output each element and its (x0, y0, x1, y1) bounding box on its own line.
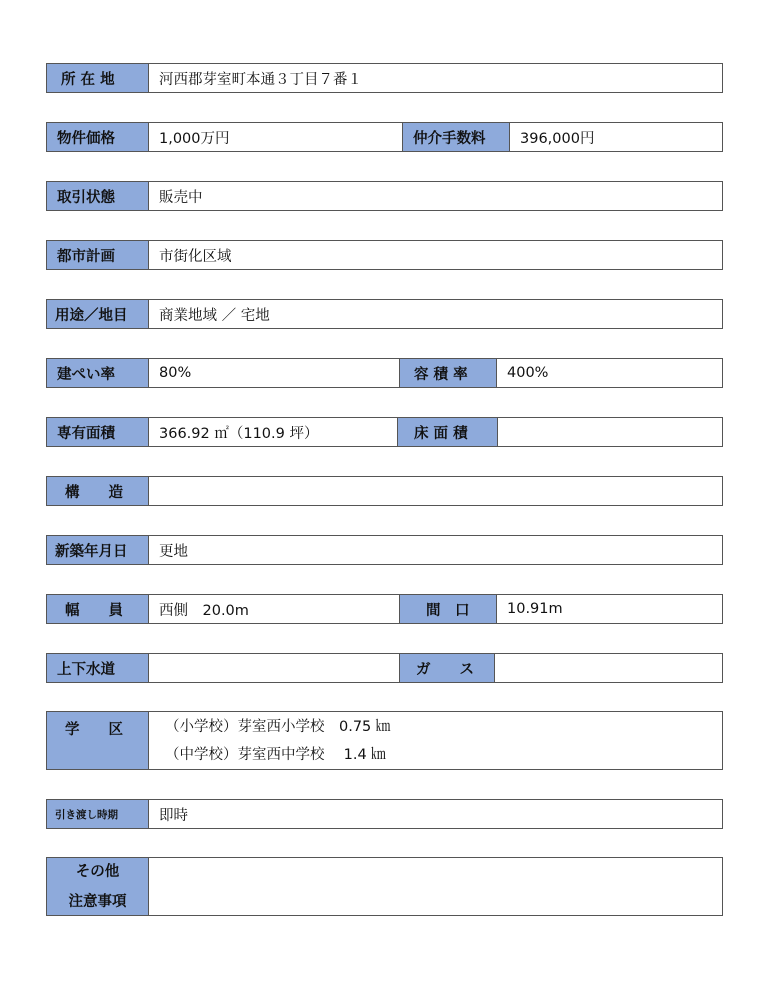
price-label: 物件価格 (47, 123, 149, 151)
built-date-row (46, 535, 723, 565)
price-row (46, 122, 723, 152)
coverage-label: 建ぺい率 (47, 359, 149, 387)
floor-ratio-label: 容 積 率 (399, 359, 497, 387)
status-row (46, 181, 723, 211)
elementary-school: （小学校）芽室西小学校 0.75 ㎞ (165, 718, 391, 735)
area-row (46, 417, 723, 447)
commission-value: 396,000円 (520, 130, 595, 147)
structure-label: 構 造 (47, 477, 149, 505)
location-label: 所 在 地 (47, 64, 149, 92)
road-row (46, 594, 723, 624)
status-value: 販売中 (159, 189, 203, 206)
gas-value (495, 654, 722, 682)
handover-label: 引き渡し時期 (47, 800, 149, 828)
other-label: その他 (75, 863, 120, 880)
status-label: 取引状態 (47, 182, 149, 210)
other-notes-row (46, 857, 723, 916)
water-label: 上下水道 (47, 654, 149, 682)
area-value: 366.92 ㎡（110.9 坪） (159, 425, 319, 442)
structure-row (46, 476, 723, 506)
road-width-value: 西側 20.0m (159, 602, 249, 619)
floor-area-label: 床 面 積 (397, 418, 498, 446)
location-value: 河西郡芽室町本通３丁目７番１ (159, 71, 362, 88)
school-values (149, 712, 390, 769)
price-value: 1,000万円 (159, 130, 230, 147)
notes-label: 注意事項 (68, 893, 127, 910)
coverage-value: 80% (159, 365, 192, 381)
city-plan-row (46, 240, 723, 270)
built-date-value: 更地 (159, 543, 188, 560)
floor-ratio-value: 400% (507, 365, 549, 381)
use-value: 商業地域 ／ 宅地 (159, 307, 270, 324)
gas-label: ガ ス (399, 654, 495, 682)
area-label: 専有面積 (47, 418, 149, 446)
commission-label: 仲介手数料 (402, 123, 510, 151)
utilities-row (46, 653, 723, 683)
other-notes-label (47, 858, 149, 915)
floor-area-value (498, 418, 722, 446)
use-label: 用途／地目 (47, 300, 149, 328)
city-plan-value: 市街化区域 (159, 248, 232, 265)
use-row (46, 299, 723, 329)
frontage-value: 10.91m (507, 601, 563, 617)
school-label: 学 区 (47, 712, 149, 769)
location-row (46, 63, 723, 93)
other-notes-value (149, 858, 159, 915)
frontage-label: 間 口 (399, 595, 497, 623)
handover-row (46, 799, 723, 829)
school-row (46, 711, 723, 770)
structure-value (149, 477, 159, 505)
junior-high-school: （中学校）芽室西中学校 1.4 ㎞ (165, 746, 386, 763)
handover-value: 即時 (159, 807, 188, 824)
water-value (149, 654, 399, 682)
coverage-row (46, 358, 723, 388)
city-plan-label: 都市計画 (47, 241, 149, 269)
road-width-label: 幅 員 (47, 595, 149, 623)
built-date-label: 新築年月日 (47, 536, 149, 564)
